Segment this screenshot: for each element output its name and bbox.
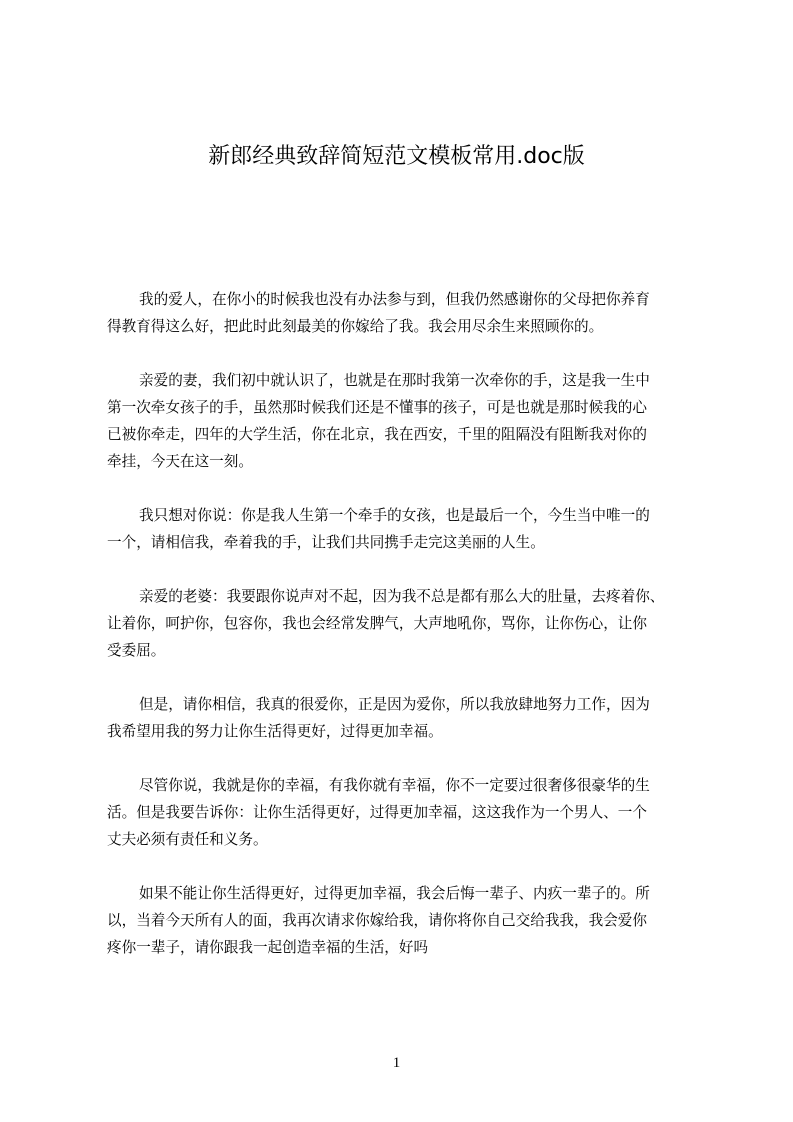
paragraph-line: 活。但是我要告诉你：让你生活得更好，过得更加幸福，这这我作为一个男人、一个 (107, 804, 647, 821)
paragraph (107, 583, 707, 664)
paragraph-line: 得教育得这么好，把此时此刻最美的你嫁给了我。我会用尽余生来照顾你的。 (107, 318, 604, 335)
paragraph-line: 一个，请相信我，牵着我的手，让我们共同携手走完这美丽的人生。 (107, 534, 545, 551)
paragraph-line: 我只想对你说：你是我人生第一个牵手的女孩，也是最后一个，今生当中唯一的 (139, 507, 650, 524)
document-body (107, 286, 707, 988)
paragraph-line: 疼你一辈子，请你跟我一起创造幸福的生活，好吗 (107, 939, 429, 956)
paragraph-line: 我希望用我的努力让你生活得更好，过得更加幸福。 (107, 723, 443, 740)
paragraph-line: 尽管你说，我就是你的幸福，有我你就有幸福，你不一定要过很奢侈很豪华的生 (139, 777, 650, 794)
paragraph-line: 但是，请你相信，我真的很爱你，正是因为爱你，所以我放肆地努力工作，因为 (139, 696, 650, 713)
paragraph (107, 367, 707, 475)
paragraph (107, 286, 707, 340)
paragraph (107, 502, 707, 556)
paragraph-line: 丈夫必须有责任和义务。 (107, 831, 268, 848)
paragraph-line: 我的爱人，在你小的时候我也没有办法参与到，但我仍然感谢你的父母把你养育 (139, 291, 650, 308)
paragraph-line: 亲爱的妻，我们初中就认识了，也就是在那时我第一次牵你的手，这是我一生中 (139, 372, 650, 389)
paragraph (107, 772, 707, 853)
paragraph-line: 已被你牵走，四年的大学生活，你在北京，我在西安，千里的阻隔没有阻断我对你的 (107, 426, 647, 443)
paragraph (107, 691, 707, 745)
paragraph-line: 第一次牵女孩子的手，虽然那时候我们还是不懂事的孩子，可是也就是那时候我的心 (107, 399, 647, 416)
page-number: 1 (392, 1055, 401, 1071)
paragraph-line: 让着你，呵护你，包容你，我也会经常发脾气，大声地吼你，骂你，让你伤心，让你 (107, 615, 647, 632)
paragraph-line: 牵挂，今天在这一刻。 (107, 453, 253, 470)
paragraph-line: 受委屈。 (107, 642, 166, 659)
document-title: 新郎经典致辞简短范文模板常用.doc版 (208, 144, 585, 169)
paragraph-line: 以，当着今天所有人的面，我再次请求你嫁给我，请你将你自己交给我我，我会爱你 (107, 912, 647, 929)
paragraph-line: 如果不能让你生活得更好，过得更加幸福，我会后悔一辈子、内疚一辈子的。所 (139, 885, 650, 902)
paragraph (107, 880, 707, 961)
paragraph-line: 亲爱的老婆：我要跟你说声对不起，因为我不总是都有那么大的肚量，去疼着你、 (139, 588, 665, 605)
